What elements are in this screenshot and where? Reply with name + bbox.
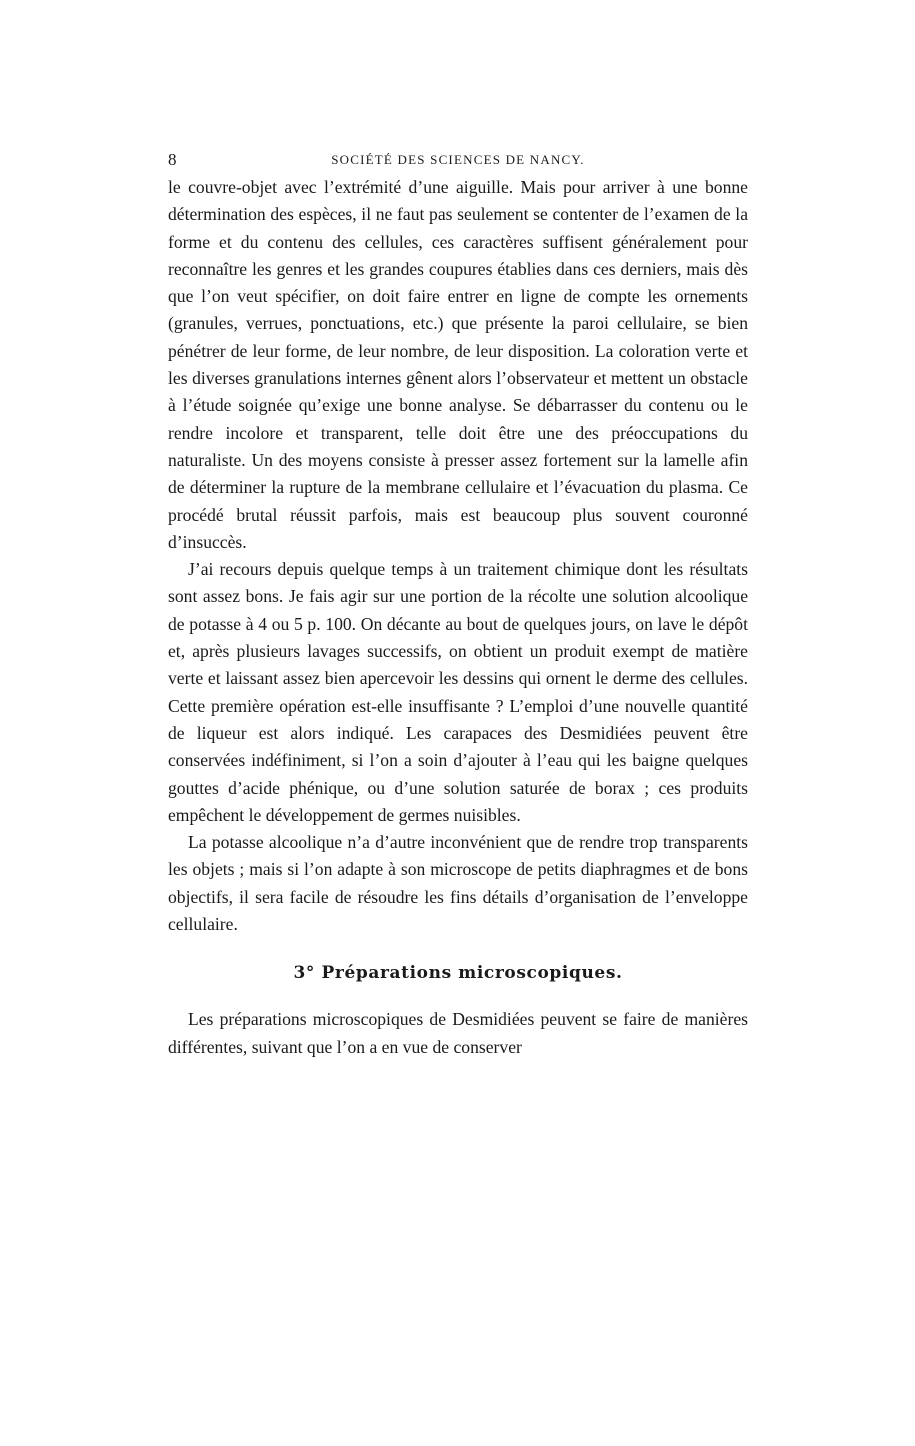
section-heading: 3° Préparations microscopiques.: [293, 963, 623, 984]
page: [168, 150, 748, 1061]
running-header: [168, 150, 748, 174]
paragraph-1: le couvre-objet avec l’extrémité d’une aiguille. Mais pour arriver à une bonne détermination des espèces, il ne faut pas seulement se contenter de l’examen de la forme et du contenu des cellules, ces caractères suffisent généralement pour reconnaître les genres et les grandes coupures établies dans ces derniers, mais dès que l’on veut spécifier, on doit faire entrer en ligne de compte les ornements (granules, verrues, ponctuations, etc.) que présente la paroi cellulaire, se bien pénétrer de leur forme, de leur nombre, de leur disposition. La coloration verte et les diverses granulations internes gênent alors l’observateur et mettent un obstacle à l’étude soignée qu’exige une bonne analyse. Se débarrasser du contenu ou le rendre incolore et transparent, telle doit être une des préoccupations du naturaliste. Un des moyens consiste à presser assez fortement sur la lamelle afin de déterminer la rupture de la membrane cellulaire et l’évacuation du plasma. Ce procédé brutal réussit parfois, mais est beaucoup plus souvent couronné d’insuccès.: [168, 177, 748, 552]
page-number: 8: [168, 150, 177, 169]
section-paragraph: Les préparations microscopiques de Desmidiées peuvent se faire de manières différentes, suivant que l’on a en vue de conserver: [168, 1009, 748, 1057]
paragraph-3: La potasse alcoolique n’a d’autre inconvénient que de rendre trop transparents les objets ; mais si l’on adapte à son microscope de petits diaphragmes et de bons objectifs, il sera facile de résoudre les fins détails d’organisation de l’enveloppe cellulaire.: [168, 832, 748, 935]
paragraph-2: J’ai recours depuis quelque temps à un traitement chimique dont les résultats sont assez bons. Je fais agir sur une portion de la récolte une solution alcoolique de potasse à 4 ou 5 p. 100. On décante au bout de quelques jours, on lave le dépôt et, après plusieurs lavages successifs, on obtient un produit exempt de matière verte et laissant assez bien apercevoir les dessins qui ornent le derme des cellules. Cette première opération est-elle insuffisante ? L’emploi d’une nouvelle quantité de liqueur est alors indiqué. Les carapaces des Desmidiées peuvent être conservées indéfiniment, si l’on a soin d’ajouter à l’eau qui les baigne quelques gouttes d’acide phénique, ou d’une solution saturée de borax ; ces produits empêchent le développement de germes nuisibles.: [168, 559, 748, 825]
running-title: SOCIÉTÉ DES SCIENCES DE NANCY.: [331, 152, 585, 167]
